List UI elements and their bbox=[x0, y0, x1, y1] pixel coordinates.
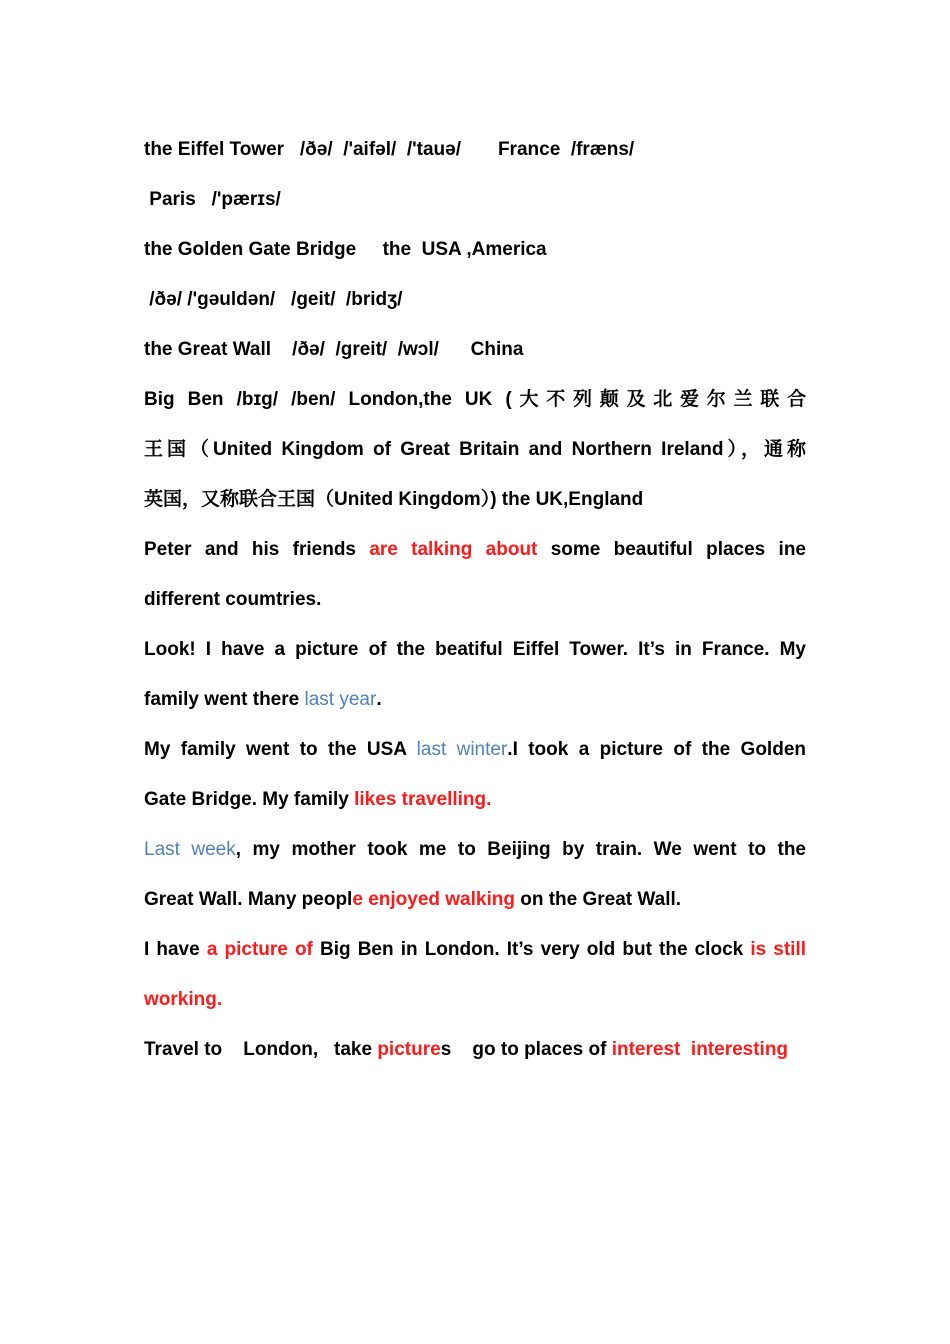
passage-beijing-line-1: Last week, my mother took me to Beijing by train. We went to the bbox=[144, 839, 806, 860]
highlight-phrase: e enjoyed walking bbox=[352, 889, 515, 910]
vocab-paris: Paris /'pærɪs/ bbox=[144, 189, 281, 210]
vocab-term: the Eiffel Tower bbox=[144, 139, 285, 160]
highlight-phrase: interest interesting bbox=[611, 1039, 789, 1060]
highlight-phrase: picture bbox=[377, 1039, 441, 1060]
vocab-country: France /fræns/ bbox=[497, 139, 635, 160]
document-body bbox=[144, 125, 806, 1075]
passage-usa-line-2: Gate Bridge. My family likes travelling. bbox=[144, 789, 492, 810]
vocab-place: London,the UK (大不列颠及北爱尔兰联合 bbox=[348, 389, 807, 410]
passage-bigben-line-1: I have a picture of Big Ben in London. It’s very old but the clock is still bbox=[144, 939, 806, 960]
vocab-country: China bbox=[470, 339, 524, 360]
time-phrase: last year bbox=[304, 689, 377, 710]
passage-intro-line-2: different coumtries. bbox=[144, 589, 322, 610]
time-phrase: Last week bbox=[144, 839, 236, 860]
highlight-phrase: working. bbox=[144, 989, 223, 1010]
passage-phrases-line: Travel to London, take pictures go to places of interest interesting bbox=[144, 1039, 789, 1060]
passage-eiffel-line-2: family went there last year. bbox=[144, 689, 382, 710]
vocab-big-ben bbox=[144, 375, 806, 425]
vocab-uk-fullname: 王国（United Kingdom of Great Britain and Northern Ireland），通称 bbox=[144, 439, 806, 460]
passage-beijing-line-2: Great Wall. Many people enjoyed walking on the Great Wall. bbox=[144, 889, 682, 910]
vocab-phonetic: /ðə/ /'aifəl/ /'tauə/ bbox=[299, 139, 461, 160]
vocab-great-wall bbox=[144, 325, 806, 375]
highlight-phrase: a picture of bbox=[206, 939, 313, 960]
passage-eiffel-line-1: Look! I have a picture of the beatiful Eiffel Tower. It’s in France. My bbox=[144, 639, 806, 660]
vocab-term: the Great Wall bbox=[144, 339, 272, 360]
vocab-golden-gate-bridge bbox=[144, 225, 806, 275]
passage-bigben-line-2 bbox=[144, 975, 806, 1025]
vocab-phonetic: /ðə/ /greit/ /wɔl/ bbox=[292, 339, 439, 360]
passage-intro-line-1: Peter and his friends are talking about some beautiful places ine bbox=[144, 539, 806, 560]
vocab-phonetic: /bɪg/ /ben/ bbox=[236, 389, 336, 410]
vocab-term: Big Ben bbox=[144, 389, 224, 410]
vocab-term: the Golden Gate Bridge bbox=[144, 239, 357, 260]
vocab-eiffel-tower bbox=[144, 125, 806, 175]
vocab-country: the USA ,America bbox=[382, 239, 547, 260]
vocab-uk-shortname: 英国，又称联合王国（United Kingdom）) the UK,England bbox=[144, 489, 644, 510]
highlight-phrase: likes travelling. bbox=[354, 789, 492, 810]
passage-usa-line-1: My family went to the USA last winter.I took a picture of the Golden bbox=[144, 739, 806, 760]
highlight-phrase: is still bbox=[750, 939, 806, 960]
highlight-phrase: are talking about bbox=[369, 539, 538, 560]
vocab-golden-gate-phonetic: /ðə/ /'gəuldən/ /geit/ /bridʒ/ bbox=[144, 289, 403, 310]
time-phrase: last winter bbox=[416, 739, 508, 760]
